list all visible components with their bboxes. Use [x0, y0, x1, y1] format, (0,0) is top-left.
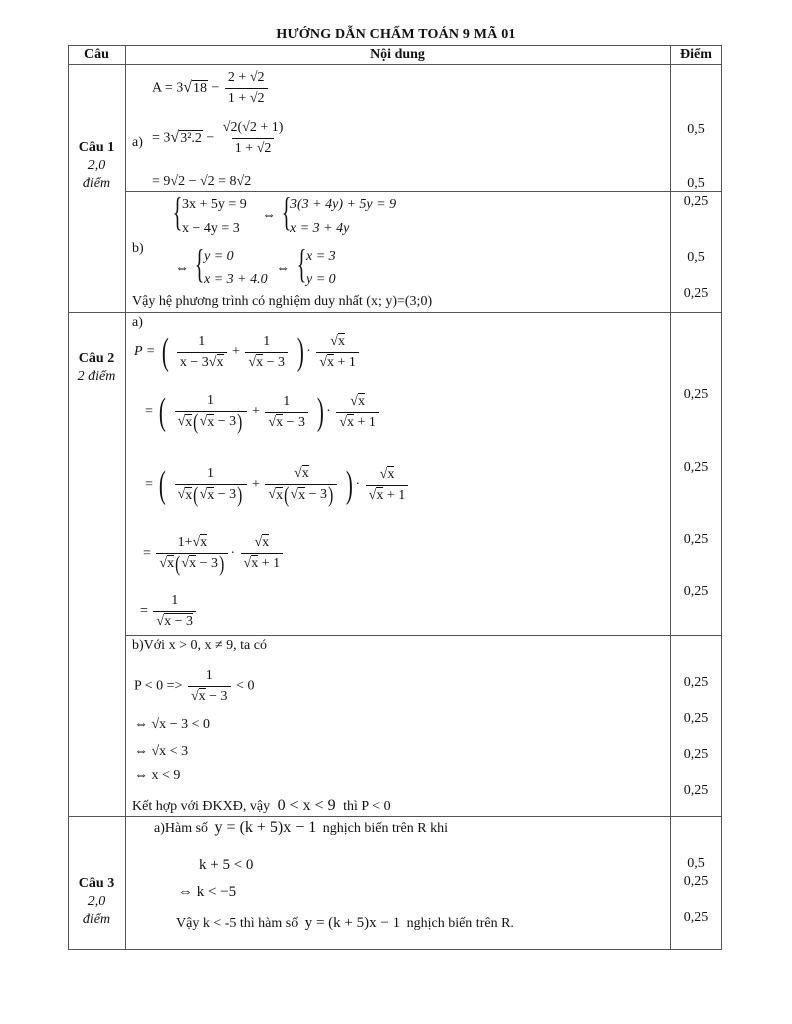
q2a-final: = $\frac{1}{√x - 3}$ — [140, 593, 198, 630]
question-2-label — [68, 350, 125, 386]
q3a-intro: a)Hàm số y = (k + 5)x − 1 nghịch biến trên R khi — [154, 819, 448, 836]
document-title: HƯỚNG DẪN CHẤM TOÁN 9 MÃ 01 — [276, 27, 516, 42]
q2b-line1: P < 0 => $\frac{1}{√x - 3}$ < 0 — [134, 668, 255, 704]
question-1-label — [68, 139, 125, 193]
score: 0,25 — [683, 747, 709, 762]
question-3-title: Câu 3 — [78, 876, 115, 891]
column-divider — [670, 45, 671, 950]
score: 0,5 — [687, 856, 705, 871]
score: 0,25 — [683, 675, 709, 690]
q3a-line1: k + 5 < 0 — [199, 857, 254, 873]
question-1-points: 2,0 — [87, 158, 106, 173]
brace: { — [172, 189, 183, 234]
question-3-unit: điểm — [82, 912, 111, 927]
question-3-points: 2,0 — [87, 894, 106, 909]
q2b-conclusion: Kết hợp với ĐKXĐ, vậy 0 < x < 9 thì P < 0 — [132, 797, 391, 814]
row-divider — [68, 312, 722, 313]
score: 0,25 — [683, 910, 709, 925]
row-divider — [68, 64, 722, 65]
header-diem: Điểm — [680, 47, 712, 62]
row-divider — [68, 816, 722, 817]
score: 0,25 — [683, 711, 709, 726]
q2b-line3: ⇔ √x < 3 — [134, 744, 189, 759]
q1b-sys3-l2: x = 3 + 4.0 — [204, 272, 268, 287]
question-1-title: Câu 1 — [78, 140, 115, 155]
row-divider — [125, 191, 722, 192]
q1b-conclusion: Vậy hệ phương trình có nghiệm duy nhất (x; y)=(3;0) — [132, 294, 433, 309]
score: 0,25 — [683, 783, 709, 798]
q1b-label: b) — [132, 241, 144, 256]
q1b-sys4-l2: y = 0 — [306, 272, 336, 287]
header-noi-dung: Nội dung — [370, 47, 425, 62]
q1a-label: a) — [132, 135, 143, 150]
q2b-intro: b)Với x > 0, x ≠ 9, ta có — [132, 638, 267, 653]
q2b-line4: ⇔ x < 9 — [134, 768, 181, 783]
q2a-step3: = ( $\frac{1}{√x(√x - 3)}$ + $\frac{√x}{√x(√x - 3)}$ ) · $\frac{√x}{√x + 1}$ — [145, 466, 410, 504]
q1a-line3: = 9√2 − √2 = 8√2 — [152, 174, 252, 189]
q3a-line2: ⇔ k < −5 — [178, 884, 237, 900]
q2a-step1: P = ( $\frac{1}{x - 3√x}$ + $\frac{1}{√x - 3}$ ) · $\frac{√x}{√x + 1}$ — [134, 333, 361, 371]
q1b-sys2-l1: 3(3 + 4y) + 5y = 9 — [290, 197, 397, 212]
q1b-sys1-l2: x − 4y = 3 — [182, 221, 240, 236]
brace: { — [194, 241, 205, 286]
q1b-sys1-l1: 3x + 5y = 9 — [182, 197, 247, 212]
score: 0,25 — [683, 874, 709, 889]
q1a-line1: A = 3 √ 18 − $\frac{2 + √2}{1 + √2}$ — [152, 70, 270, 107]
brace: { — [296, 241, 307, 286]
score: 0,25 — [683, 584, 709, 599]
column-divider — [125, 45, 126, 950]
equiv-symbol: ⇔ — [262, 208, 276, 223]
question-2-unit: 2 điểm — [77, 369, 116, 384]
q3a-conclusion: Vậy k < -5 thì hàm số y = (k + 5)x − 1 nghịch biến trên R. — [176, 915, 514, 931]
q1b-sys2-l2: x = 3 + 4y — [290, 221, 350, 236]
question-2-title: Câu 2 — [78, 351, 115, 366]
q2a-step4: = $\frac{1+√x}{√x(√x - 3)}$ · $\frac{√x}{√x + 1}$ — [143, 535, 285, 572]
score: 0,25 — [683, 387, 709, 402]
score: 0,25 — [683, 194, 709, 209]
score: 0,5 — [687, 122, 705, 137]
q1b-sys3-l1: y = 0 — [204, 249, 234, 264]
question-1-unit: điểm — [82, 176, 111, 191]
score: 0,25 — [683, 460, 709, 475]
score: 0,25 — [683, 286, 709, 301]
score: 0,25 — [683, 532, 709, 547]
header-cau: Câu — [84, 47, 109, 62]
equiv-symbol: ⇔ — [276, 261, 290, 276]
row-divider — [125, 635, 722, 636]
q2a-step2: = ( $\frac{1}{√x(√x - 3)}$ + $\frac{1}{√x - 3}$ ) · $\frac{√x}{√x + 1}$ — [145, 393, 381, 431]
q1b-sys4-l1: x = 3 — [306, 249, 336, 264]
score: 0,5 — [687, 250, 705, 265]
q1a-line2: = 3 √ 3².2 − $\frac{√2(√2 + 1)}{1 + √2}$ — [152, 120, 284, 156]
q2b-line2: ⇔ √x − 3 < 0 — [134, 717, 210, 732]
brace: { — [281, 189, 292, 234]
question-3-label — [68, 875, 125, 929]
score: 0,5 — [687, 176, 705, 191]
equiv-symbol: ⇔ — [175, 261, 189, 276]
q2a-label: a) — [132, 315, 143, 330]
